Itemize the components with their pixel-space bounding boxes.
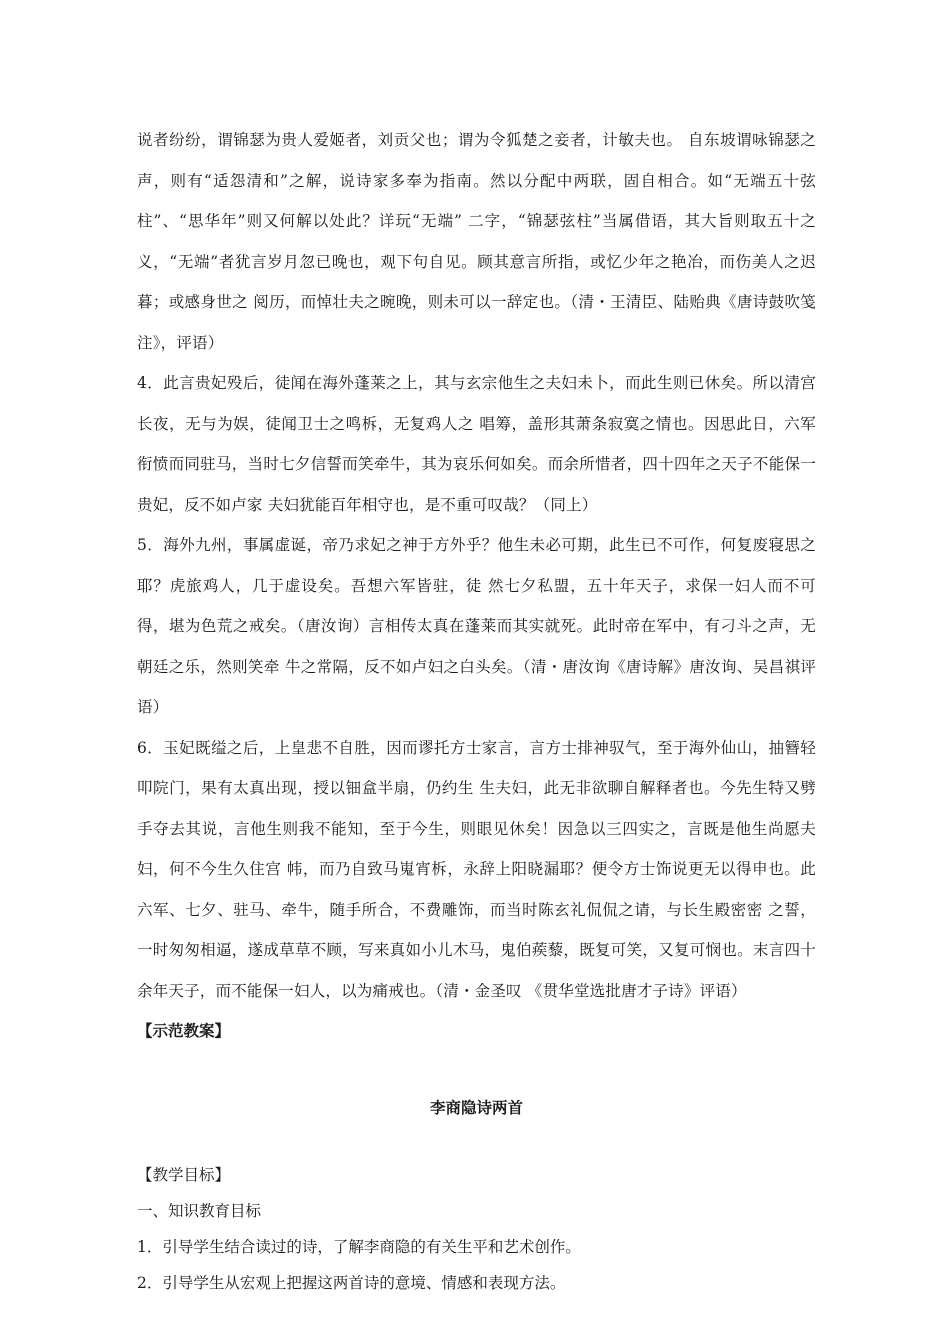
objectives-heading: 【教学目标】 xyxy=(137,1166,231,1184)
section-heading: 【示范教案】 xyxy=(137,1021,231,1040)
commentary-paragraph-5: 5．海外九州，事属虚诞，帝乃求妃之神于方外乎？他生未必可期，此生已不可作，何复废寝思之耶？虎旅鸡人，几于虚设矣。吾想六军皆驻，徒 然七夕私盟，五十年天子，求保一妇人而不可得，堪为色荒之戒矣。（唐汝询）言相传太真在蓬莱而其实就死。此时帝在军中，有刁斗之声，无朝廷之乐，然则笑牵 牛之常隔，反不如卢妇之白头矣。（清・唐汝询《唐诗解》唐汝询、吴昌祺评语） xyxy=(137,536,816,716)
objectives-subheading: 一、知识教育目标 xyxy=(137,1202,262,1220)
objective-item-1: 1．引导学生结合读过的诗，了解李商隐的有关生平和艺术创作。 xyxy=(137,1238,581,1256)
commentary-paragraph-6: 6．玉妃既缢之后，上皇悲不自胜，因而谬托方士家言，言方士排神驭气，至于海外仙山，抽簪轻叩院门，果有太真出现，授以钿盒半扇，仍约生 生夫妇，此无非欲聊自解释者也。今先生特又劈手夺去其说，言他生则我不能知，至于今生，则眼见休矣！因急以三四实之，言既是他生尚愿夫妇，何不今生久住宫 帏，而乃自致马嵬宵柝，永辞上阳晓漏耶？便令方士饰说更无以得申也。此六军、七夕、驻马、牵牛，随手所合，不费雕饰，而当时陈玄礼侃侃之请，与长生殿密密 之誓，一时匆匆相逼，遂成草草不顾，写来真如小儿木马，鬼伯蒺藜，既复可笑，又复可悯也。末言四十余年天子，而不能保一妇人，以为痛戒也。（清・金圣叹 《贯华堂选批唐才子诗》评语） xyxy=(137,738,816,1000)
objective-item-2: 2．引导学生从宏观上把握这两首诗的意境、情感和表现方法。 xyxy=(137,1274,566,1292)
commentary-paragraph-1: 说者纷纷，谓锦瑟为贵人爱姬者，刘贡父也；谓为令狐楚之妾者，计敏夫也。 自东坡谓咏锦瑟之声，则有“适怨清和”之解，说诗家多奉为指南。然以分配中两联，固自相合。如“无端五十弦柱”、“思华年”则又何解以处此？详玩“无端” 二字，“锦瑟弦柱”当属借语，其大旨则取五十之义，“无端”者犹言岁月忽已晚也，观下句自见。顾其意言所指，或忆少年之艳冶，而伤美人之迟暮；或感身世之 阅历，而悼壮夫之晼晚，则未可以一辞定也。（清・王清臣、陆贻典《唐诗鼓吹笺注》，评语） xyxy=(137,131,816,352)
commentary-paragraph-4: 4．此言贵妃殁后，徒闻在海外蓬莱之上，其与玄宗他生之夫妇未卜，而此生则已休矣。所以清宫长夜，无与为娱，徒闻卫士之鸣柝，无复鸡人之 唱筹，盖形其萧条寂寞之情也。因思此日，六军衔愤而同驻马，当时七夕信誓而笑牵牛，其为哀乐何如矣。而余所惜者，四十四年之天子不能保一贵妃，反不如卢家 夫妇犹能百年相守也，是不重可叹哉？（同上） xyxy=(137,374,816,514)
lesson-title: 李商隐诗两首 xyxy=(429,1098,523,1117)
